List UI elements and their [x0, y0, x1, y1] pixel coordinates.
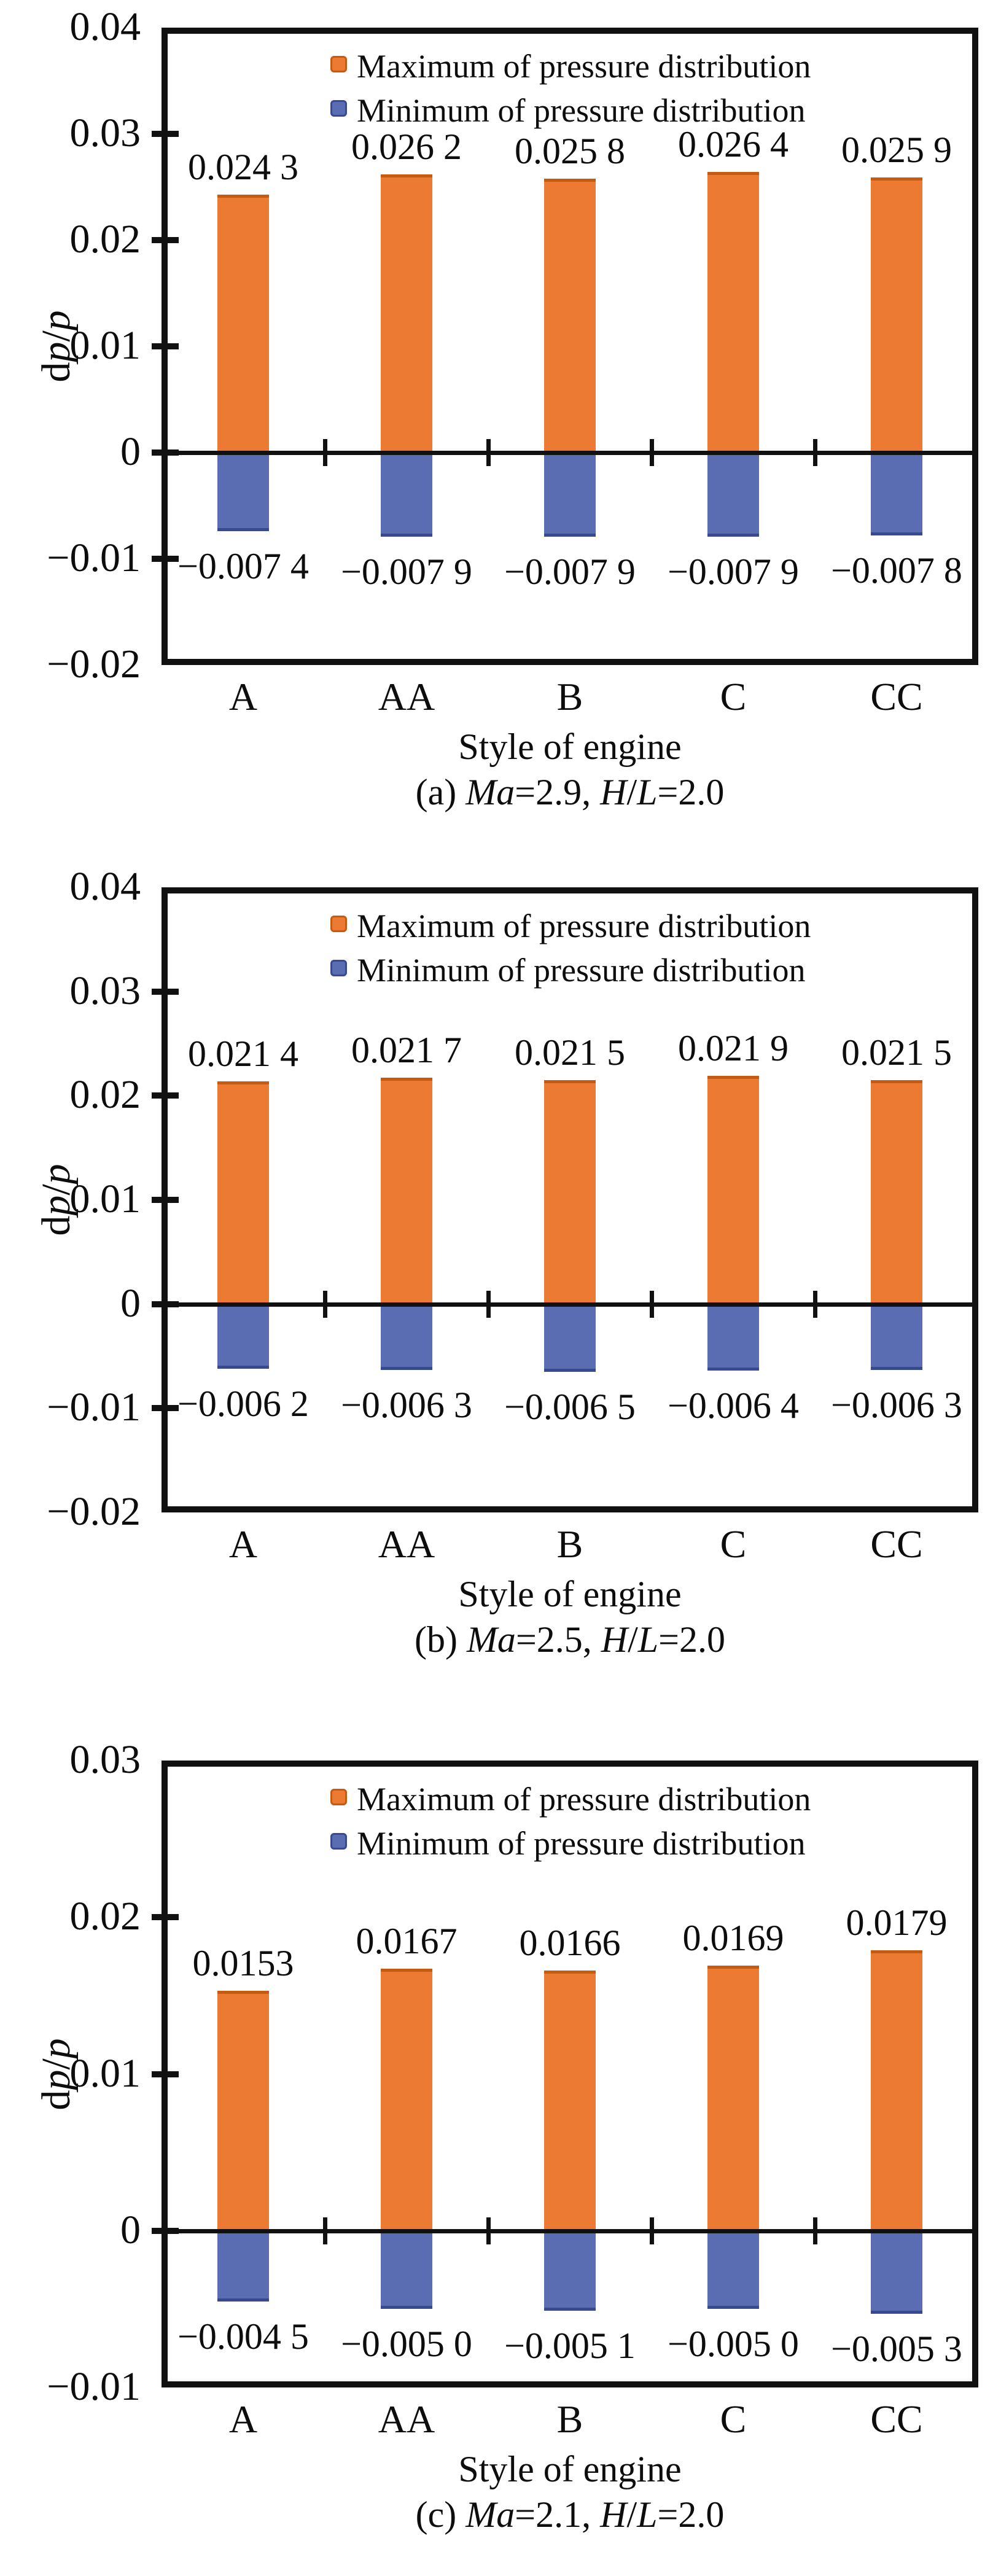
bar-min: [544, 2231, 596, 2311]
bar-max: [544, 1971, 596, 2231]
caption-italic-part: Ma: [465, 772, 515, 812]
bar-value-label-max: 0.026 4: [678, 124, 789, 165]
x-category-label: AA: [378, 675, 435, 718]
bar-value-label-min: −0.005 0: [668, 2324, 799, 2365]
zero-line: [162, 2229, 978, 2233]
caption-italic-part: H: [600, 2494, 627, 2535]
y-axis-tick-label: 0.02: [69, 217, 141, 262]
bar-value-label-min: −0.005 1: [504, 2325, 636, 2366]
category-tick: [813, 439, 817, 466]
bar-min: [544, 1304, 596, 1372]
bar-min: [871, 453, 922, 535]
bar-value-label-min: −0.005 0: [341, 2324, 472, 2365]
bar-min: [217, 2231, 269, 2302]
caption-italic-part: p: [34, 1164, 79, 1185]
bar-max: [871, 1950, 922, 2231]
category-tick: [323, 2217, 327, 2244]
category-tick: [486, 439, 491, 466]
y-axis-tick-label: 0.01: [69, 323, 141, 368]
caption-part: /: [626, 772, 637, 812]
bar-max: [544, 179, 596, 453]
x-category-label: B: [556, 1522, 583, 1566]
bar-value-label-min: −0.006 3: [341, 1384, 472, 1425]
y-axis-tick-label: 0.03: [69, 968, 141, 1013]
caption-part: d: [34, 362, 79, 383]
bar-max: [217, 1081, 269, 1304]
legend-swatch-max-icon: [330, 916, 347, 932]
caption-italic-part: L: [637, 772, 658, 812]
x-category-label: A: [228, 675, 258, 718]
bar-value-label-min: −0.006 3: [831, 1384, 962, 1425]
caption-italic-part: p: [34, 2037, 79, 2058]
bar-min: [544, 453, 596, 537]
legend-label: Minimum of pressure distribution: [357, 952, 806, 989]
bar-max: [381, 174, 432, 453]
x-category-label: CC: [870, 1522, 923, 1566]
bar-min: [381, 2231, 432, 2309]
category-tick: [813, 2217, 817, 2244]
caption-part: =2.0: [657, 2494, 725, 2535]
caption-part: =2.9,: [515, 772, 601, 812]
legend-label: Maximum of pressure distribution: [357, 908, 811, 944]
y-axis-tick: [152, 2071, 179, 2077]
category-tick: [323, 439, 327, 466]
x-category-label: C: [720, 2397, 747, 2441]
category-tick: [650, 439, 654, 466]
caption-part: /: [626, 2494, 637, 2535]
y-axis-tick-label: 0.01: [69, 1177, 141, 1221]
bar-min: [381, 1304, 432, 1370]
bar-min: [871, 1304, 922, 1370]
bar-max: [871, 1080, 922, 1304]
legend-swatch-min-icon: [330, 1833, 347, 1850]
y-axis-tick-label: −0.01: [47, 1385, 141, 1430]
bar-max: [217, 1991, 269, 2231]
x-axis-label: Style of engine: [458, 1574, 682, 1614]
caption-italic-part: p: [34, 2069, 79, 2090]
legend-label: Minimum of pressure distribution: [357, 92, 806, 129]
x-category-label: A: [228, 1522, 258, 1566]
subfigure-caption: [162, 773, 978, 811]
x-category-label: AA: [378, 2397, 435, 2441]
x-category-label: AA: [378, 1522, 435, 1566]
bar-max: [381, 1078, 432, 1304]
bar-value-label-min: −0.006 5: [504, 1386, 636, 1427]
caption-italic-part: p: [34, 341, 79, 362]
legend-label: Maximum of pressure distribution: [357, 1781, 811, 1818]
bar-max: [707, 172, 759, 453]
y-axis-tick-label: 0.03: [69, 1737, 141, 1782]
caption-part: =2.0: [657, 772, 725, 812]
caption-part: (a): [415, 772, 466, 812]
x-category-label: C: [720, 675, 747, 718]
caption-italic-part: p: [34, 1195, 79, 1216]
y-axis-tick: [152, 1092, 179, 1099]
bar-value-label-max: 0.0169: [682, 1918, 784, 1959]
x-axis-label: Style of engine: [458, 726, 682, 767]
subfigure-caption: [162, 1621, 978, 1659]
bar-min: [217, 1304, 269, 1369]
x-category-label: CC: [870, 2397, 923, 2441]
bar-max: [707, 1966, 759, 2230]
category-tick: [486, 2217, 491, 2244]
category-tick: [650, 1291, 654, 1318]
caption-part: =2.5,: [515, 1619, 601, 1660]
bar-max: [217, 195, 269, 453]
y-axis-tick: [152, 237, 179, 243]
y-axis-tick-label: 0: [120, 1280, 141, 1326]
bar-value-label-max: 0.024 3: [188, 146, 298, 187]
caption-italic-part: Ma: [466, 1619, 516, 1660]
legend-swatch-max-icon: [330, 56, 347, 72]
bar-value-label-max: 0.021 5: [841, 1032, 952, 1073]
caption-italic-part: Ma: [465, 2494, 515, 2535]
x-category-label: B: [556, 675, 583, 718]
bar-value-label-min: −0.004 5: [177, 2316, 309, 2357]
caption-part: /: [34, 2058, 79, 2070]
y-axis-tick-label: 0: [120, 2207, 141, 2252]
bar-max: [707, 1076, 759, 1304]
caption-part: /: [34, 330, 79, 342]
legend-swatch-max-icon: [330, 1789, 347, 1805]
caption-italic-part: L: [637, 2494, 658, 2535]
caption-italic-part: H: [601, 1619, 628, 1660]
bar-value-label-min: −0.005 3: [831, 2329, 962, 2370]
legend-swatch-min-icon: [330, 100, 347, 117]
caption-italic-part: p: [34, 310, 79, 331]
category-tick: [813, 1291, 817, 1318]
category-tick: [650, 2217, 654, 2244]
bar-value-label-min: −0.007 4: [177, 546, 309, 587]
y-axis-tick-label: 0: [120, 429, 141, 474]
bar-min: [707, 453, 759, 537]
legend-swatch-min-icon: [330, 960, 347, 976]
bar-value-label-max: 0.0179: [846, 1902, 948, 1943]
y-axis-tick: [152, 343, 179, 349]
x-axis-label: Style of engine: [458, 2449, 682, 2489]
bar-value-label-min: −0.007 9: [668, 551, 799, 592]
y-axis-tick-label: 0.02: [69, 1072, 141, 1118]
legend-label: Minimum of pressure distribution: [357, 1825, 806, 1862]
bar-value-label-max: 0.021 7: [351, 1030, 462, 1071]
caption-part: /: [628, 1619, 638, 1660]
bar-value-label-min: −0.006 2: [177, 1383, 309, 1424]
y-axis-tick-label: −0.01: [47, 2364, 141, 2409]
y-axis-tick: [152, 1197, 179, 1203]
y-axis-tick-label: 0.04: [69, 864, 141, 909]
category-tick: [486, 1291, 491, 1318]
y-axis-tick: [152, 1914, 179, 1920]
bar-value-label-max: 0.025 8: [515, 130, 625, 171]
x-category-label: CC: [870, 675, 923, 718]
y-axis-tick-label: −0.02: [47, 642, 141, 687]
category-tick: [323, 1291, 327, 1318]
bar-min: [217, 453, 269, 531]
y-axis-tick-label: 0.01: [69, 2050, 141, 2096]
bar-value-label-min: −0.007 9: [341, 551, 472, 592]
caption-italic-part: L: [637, 1619, 659, 1660]
bar-min: [707, 2231, 759, 2309]
bar-max: [544, 1080, 596, 1304]
bar-value-label-max: 0.0153: [192, 1943, 294, 1984]
caption-part: =2.0: [658, 1619, 726, 1660]
y-axis-tick-label: −0.01: [47, 535, 141, 580]
y-axis-tick: [152, 989, 179, 995]
bar-min: [707, 1304, 759, 1371]
bar-min: [871, 2231, 922, 2314]
x-category-label: A: [228, 2397, 258, 2441]
caption-part: d: [34, 1215, 79, 1236]
x-category-label: C: [720, 1522, 747, 1566]
bar-value-label-max: 0.021 5: [515, 1032, 625, 1073]
bar-value-label-min: −0.007 8: [831, 550, 962, 591]
subfigure-caption: [162, 2496, 978, 2534]
x-category-label: B: [556, 2397, 583, 2441]
zero-line: [162, 1302, 978, 1307]
bar-value-label-max: 0.021 4: [188, 1033, 298, 1074]
bar-value-label-max: 0.021 9: [678, 1028, 789, 1069]
y-axis-tick-label: 0.03: [69, 111, 141, 155]
bar-value-label-max: 0.0166: [519, 1923, 621, 1964]
bar-value-label-min: −0.006 4: [668, 1385, 799, 1426]
caption-part: /: [34, 1184, 79, 1196]
caption-part: d: [34, 2090, 79, 2111]
y-axis-tick: [152, 131, 179, 137]
zero-line: [162, 451, 978, 455]
bar-value-label-max: 0.0167: [356, 1921, 458, 1962]
bar-value-label-max: 0.025 9: [841, 129, 952, 170]
y-axis-tick-label: −0.02: [47, 1489, 141, 1534]
legend-label: Maximum of pressure distribution: [357, 48, 811, 85]
caption-italic-part: H: [600, 772, 627, 812]
bar-max: [381, 1969, 432, 2230]
y-axis-tick-label: 0.04: [69, 4, 141, 49]
caption-part: =2.1,: [515, 2494, 601, 2535]
bar-value-label-max: 0.026 2: [351, 126, 462, 167]
caption-part: (c): [415, 2494, 466, 2535]
bar-max: [871, 177, 922, 453]
caption-part: (b): [414, 1619, 467, 1660]
bar-value-label-min: −0.007 9: [504, 551, 636, 592]
bar-min: [381, 453, 432, 537]
y-axis-tick-label: 0.02: [69, 1894, 141, 1939]
